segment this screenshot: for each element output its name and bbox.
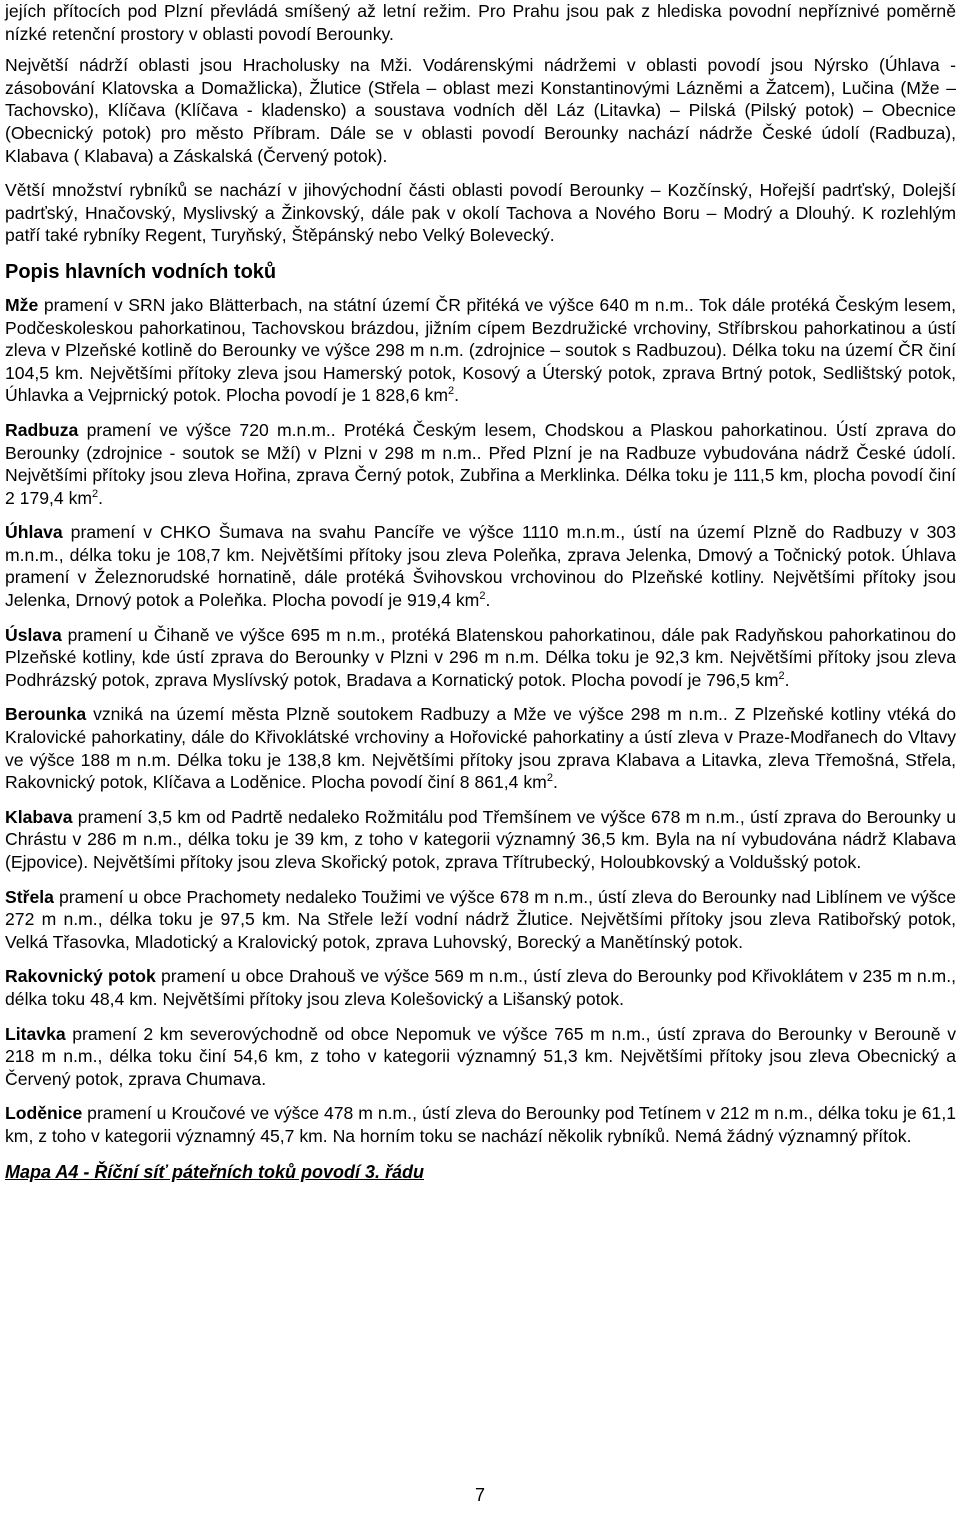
river-name: Úslava [5,624,62,645]
river-name: Klabava [5,806,73,827]
sentence-end: . [98,487,104,508]
river-paragraph-litavka [5,1023,956,1091]
river-description: pramení 3,5 km od Padrtě nedaleko Rožmitálu pod Třemšínem ve výšce 678 m n.m., ústí zprava do Berounky u Chrástu v 286 m n.m., délka toku je 39 km, z toho v kategorii významný 36,5 km. Byla na ní vybudována nádrž Klabava (Ejpovice). Největšími přítoky jsou zleva Skořický potok, zprava Třítrubecký, Holoubkovský a Voldušský potok. [5,806,956,872]
river-description: pramení u Čihaně ve výšce 695 m n.m., protéká Blatenskou pahorkatinou, dále pak Radyňskou pahorkatinou do Plzeňské kotliny, kde ústí zprava do Berounky v Plzni v 296 m n.m. Délka toku je 92,3 km. Největšími přítoky jsou zleva Podhrázský potok, zprava Myslívský potok, Bradava a Kornatický potok. Plocha povodí je 796,5 km [5,624,956,690]
intro-paragraph-3: Větší množství rybníků se nachází v jihovýchodní části oblasti povodí Berounky – Kozčínský, Hořejší padrťský, Dolejší padrťský, Hnačovský, Myslivský a Žinkovský, dále pak v okolí Tachova a Nového Boru – Modrý a Dlouhý. K rozlehlým patří také rybníky Regent, Turyňský, Štěpánský nebo Velký Bolevecký. [5,180,956,246]
river-name: Litavka [5,1023,66,1044]
river-description: pramení u obce Drahouš ve výšce 569 m n.m., ústí zleva do Berounky pod Křivoklátem v 235 m n.m., délka toku 48,4 km. Největšími přítoky jsou zleva Kolešovický a Lišanský potok. [5,966,956,1009]
river-description: pramení v CHKO Šumava na svahu Pancíře ve výšce 1110 m.n.m., ústí na území Plzně do Radbuzy v 303 m.n.m., délka toku je 108,7 km. Největšími přítoky jsou zleva Poleňka, zprava Jelenka, Dmový a Točnický potok. Úhlava pramení v Železnorudské hornatině, dále protéká Švihovskou vrchovinou do Plzeňské kotliny. Největšími přítoky jsou Jelenka, Drnový potok a Poleňka. Plocha povodí je 919,4 km [5,522,956,611]
unit-superscript: 2 [479,590,486,603]
intro-paragraph-1: jejích přítocích pod Plzní převládá smíšený až letní režim. Pro Prahu jsou pak z hlediska povodní nepříznivé poměrně nízké retenční prostory v oblasti povodí Berounky. [5,1,956,44]
river-description: pramení v SRN jako Blätterbach, na státní území ČR přitéká ve výšce 640 m n.m.. Tok dále protéká Českým lesem, Podčeskoleskou pahorkatinou, Tachovskou brázdou, jižním cípem Bezdružické vrchoviny, Stříbrskou pahorkatinou a ústí zleva v Plzeňské kotlině do Berounky ve výšce 298 m n.m. (zdrojnice – soutok s Radbuzou). Délka toku na území ČR činí 104,5 km. Největšími přítoky zleva jsou Hamerský potok, Kosový a Úterský potok, zprava Brtný potok, Sedlištský potok, Úhlavka a Vejprnický potok. Plocha povodí je 1 828,6 km [5,294,956,406]
document-page [5,0,956,1184]
river-paragraph-mze [5,294,956,407]
river-paragraph-klabava [5,806,956,874]
river-description: pramení ve výšce 720 m.n.m.. Protéká Českým lesem, Chodskou a Plaskou pahorkatinou. Ústí zprava do Berounky (zdrojnice - soutok se Mží) v Plzni v 298 m n.m.. Před Plzní je na Radbuze vybudována nádrž České údolí. Největšími přítoky jsou zleva Hořina, zprava Černý potok, Zubřina a Merklinka. Délka toku je 111,5 km, plocha povodí činí 2 179,4 km [5,419,956,508]
river-paragraph-berounka [5,703,956,793]
river-paragraph-rakovnicky-potok [5,965,956,1010]
river-paragraph-uhlava [5,521,956,611]
river-name: Radbuza [5,419,79,440]
sentence-end: . [454,385,460,406]
map-link[interactable]: Mapa A4 - Říční síť páteřních toků povodí 3. řádu [5,1161,425,1182]
river-paragraph-radbuza [5,419,956,509]
unit-superscript: 2 [546,772,553,785]
page-number: 7 [474,1485,485,1505]
sentence-end: . [552,772,558,793]
river-description: pramení u obce Prachomety nedaleko Toužimi ve výšce 678 m n.m., ústí zleva do Berounky nad Liblínem ve výšce 272 m n.m., délka toku je 97,5 km. Na Střele leží vodní nádrž Žlutice. Největšími přítoky jsou zleva Ratibořský potok, Velká Třasovka, Mladotický a Kralovický potok, zprava Luhovský, Borecký a Manětínský potok. [5,886,956,952]
sentence-end: . [485,590,491,611]
river-name: Berounka [5,704,87,725]
river-name: Mže [5,294,39,315]
river-paragraph-lodenice [5,1102,956,1147]
sentence-end: . [784,669,790,690]
river-paragraph-uslava [5,624,956,692]
unit-superscript: 2 [778,669,785,682]
section-heading: Popis hlavních vodních toků [5,260,277,283]
unit-superscript: 2 [448,385,455,398]
river-name: Loděnice [5,1103,83,1124]
river-name: Rakovnický potok [5,966,156,987]
river-name: Střela [5,886,54,907]
river-description: pramení u Kroučové ve výšce 478 m n.m., ústí zleva do Berounky pod Tetínem v 212 m n.m., délka toku je 61,1 km, z toho v kategorii významný 45,7 km. Na horním toku se nachází několik rybníků. Nemá žádný významný přítok. [5,1103,956,1146]
river-description: vzniká na území města Plzně soutokem Radbuzy a Mže ve výšce 298 m n.m.. Z Plzeňské kotliny vtéká do Kralovické pahorkatiny, dále do Křivoklátské vrchoviny a Hořovické pahorkatiny a ústí zleva v Praze-Modřanech do Vltavy ve výšce 188 m n.m. Délka toku je 138,8 km. Největšími přítoky jsou zprava Klabava a Litavka, zleva Třemošná, Střela, Rakovnický potok, Klíčava a Loděnice. Plocha povodí činí 8 861,4 km [5,704,956,793]
river-paragraph-strela [5,886,956,954]
river-description: pramení 2 km severovýchodně od obce Nepomuk ve výšce 765 m n.m., ústí zprava do Berounky v Berouně v 218 m n.m., délka toku činí 54,6 km, z toho v kategorii významný 51,3 km. Největšími přítoky jsou zleva Obecnický a Červený potok, zprava Chumava. [5,1023,956,1089]
unit-superscript: 2 [92,487,99,500]
river-name: Úhlava [5,522,63,543]
intro-paragraph-2: Největší nádrží oblasti jsou Hracholusky na Mži. Vodárenskými nádržemi v oblasti povodí jsou Nýrsko (Úhlava - zásobování Klatovska a Domažlicka), Žlutice (Střela – oblast mezi Konstantinovými Lázněmi a Žatcem), Lučina (Mže – Tachovsko), Klíčava (Klíčava - kladensko) a soustava vodních děl Láz (Litavka) – Pilská (Pilský potok) – Obecnice (Obecnický potok) pro město Příbram. Dále se v oblasti povodí Berounky nachází nádrže České údolí (Radbuza), Klabava ( Klabava) a Záskalská (Červený potok). [5,55,956,166]
river-list [5,294,956,1148]
